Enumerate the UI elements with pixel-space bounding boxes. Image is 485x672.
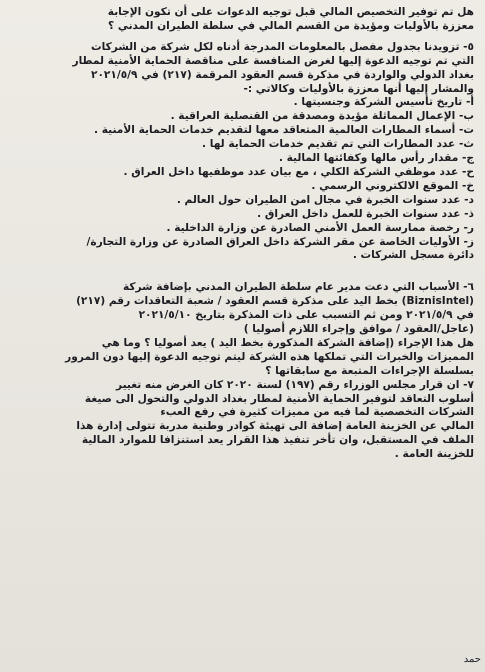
text-line: ٦- الأسباب التي دعت مدير عام سلطة الطيران المدني بإضافة شركة: [122, 281, 474, 294]
text-line: معززة بالأوليات ومؤيدة من القسم المالي في سلطة الطيران المدني ؟: [108, 19, 474, 32]
text-line: الملف في المستقبل، وان تأخر تنفيذ هذا القرار يعد استنزافا للموارد المالية: [81, 434, 474, 447]
list-item: ت- أسماء المطارات العالمية المتعاقد معها لتقديم خدمات الحماية الأمنية .: [94, 124, 474, 137]
list-item: ز- الأوليات الخاصة عن مقر الشركة داخل العراق الصادرة عن وزارة التجارة/: [86, 235, 474, 248]
text-line: ٥- تزويدنا بجدول مفصل بالمعلومات المدرجة أدناه لكل شركة من الشركات: [90, 40, 474, 53]
list-item: ر- رخصة ممارسة العمل الأمني الصادرة عن وزارة الداخلية .: [166, 221, 474, 234]
list-item: ح- عدد موظفي الشركة الكلي ، مع بيان عدد موظفيها داخل العراق .: [123, 165, 474, 178]
list-item: ب- الإعمال المماثلة مؤيدة ومصدقة من القنصلية العراقية .: [170, 110, 474, 123]
text-line: بسلسلة الإجراءات المتبعة مع سابقاتها ؟: [265, 364, 474, 377]
text-line: (BiznisIntel) بخط اليد على مذكرة قسم العقود / شعبة التعاقدات رقم (٢١٧): [76, 295, 474, 308]
text-line: المميزات والخبرات التي تملكها هذه الشركة ليتم توجيه الدعوة إليها دون المرور: [65, 350, 474, 363]
list-item: دائرة مسجل الشركات .: [352, 249, 474, 262]
text-line: في ٢٠٢١/٥/٩ ومن ثم التسبب على ذات المذكرة بتاريخ ٢٠٢١/٥/١٠: [138, 309, 474, 322]
list-item: د- عدد سنوات الخبرة في مجال امن الطيران حول العالم .: [176, 193, 474, 206]
text-line: (عاجل/العقود / موافق وإجراء اللازم أصوليا ): [243, 323, 474, 336]
document-body: [14, 6, 474, 462]
text-line: الشركات التخصصية لما فيه من مميزات كثيرة في رفع العبء: [160, 406, 474, 419]
text-line: والمشار إليها أنها معززة بالأوليات وكالاتي :-: [243, 82, 474, 95]
list-item: ذ- عدد سنوات الخبرة للعمل داخل العراق .: [257, 207, 474, 220]
text-line: المالي عن الخزينة العامة إضافة الى تهيئة كوادر وطنية مدربة تتولى إدارة هذا: [76, 420, 474, 433]
list-item: ج- مقدار رأس مالها وكفائتها المالية .: [278, 152, 474, 165]
list-item: ث- عدد المطارات التي تم تقديم خدمات الحماية لها .: [202, 138, 474, 151]
list-item: أ- تاريخ تأسيس الشركة وجنسيتها .: [293, 96, 474, 109]
text-line: أسلوب التعاقد لتوفير الحماية الأمنية لمطار بغداد الدولي والتحول الى صيغة: [84, 392, 474, 405]
handwritten-signature: حمد: [463, 654, 481, 665]
text-line: للخزينة العامة .: [394, 448, 474, 461]
text-line: ٧- ان قرار مجلس الوزراء رقم (١٩٧) لسنة ٢٠٢٠ كان الغرض منه تغيير: [116, 378, 474, 391]
text-line: بغداد الدولي والواردة في مذكرة قسم العقود المرقمة (٢١٧) في ٢٠٢١/٥/٩: [90, 68, 474, 81]
text-line: هل تم توفير التخصيص المالي قبل توجيه الدعوات على أن تكون الإجابة: [107, 6, 474, 18]
text-line: هل هذا الإجراء (إضافة الشركة المذكورة بخط اليد ) يعد أصوليا ؟ وما هي: [101, 336, 474, 349]
list-item: خ- الموقع الالكتروني الرسمي .: [311, 179, 474, 192]
text-line: التي تم توجيه الدعوة إليها لغرض المنافسة على مناقصة الحماية الأمنية لمطار: [72, 54, 474, 67]
